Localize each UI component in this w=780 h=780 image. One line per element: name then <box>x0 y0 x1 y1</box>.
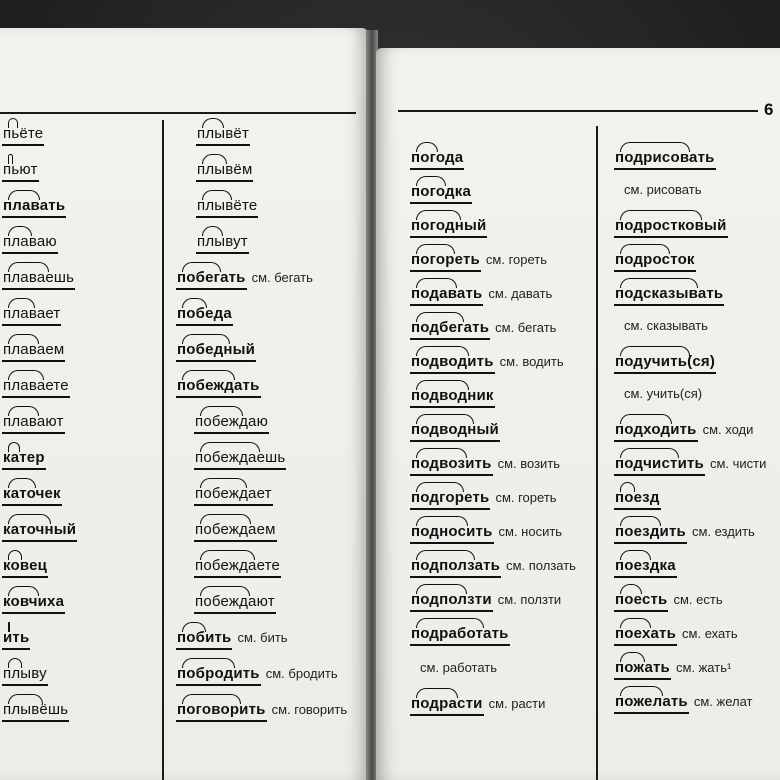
headword: подводить <box>410 352 495 374</box>
dictionary-entry <box>176 700 347 722</box>
dictionary-entry <box>194 484 273 506</box>
headword: побеждаем <box>194 520 277 542</box>
headword: подросток <box>614 250 696 272</box>
headword: подходить <box>614 420 698 442</box>
dictionary-entry <box>2 268 75 290</box>
headword: победа <box>176 304 233 326</box>
cross-reference: см. водить <box>499 354 564 369</box>
dictionary-entry <box>2 484 62 506</box>
dictionary-entry <box>624 386 702 401</box>
cross-reference: см. бродить <box>265 666 338 681</box>
dictionary-entry <box>196 160 253 182</box>
dictionary-entry <box>410 488 557 510</box>
dictionary-entry <box>614 590 723 612</box>
headword: ковчиха <box>2 592 65 614</box>
dictionary-entry <box>2 124 44 146</box>
headword: поездить <box>614 522 687 544</box>
headword: подводник <box>410 386 495 408</box>
headword: поезд <box>614 488 661 510</box>
dictionary-entry <box>2 160 39 182</box>
page-number: 6 <box>764 100 774 119</box>
cross-reference: см. сказывать <box>624 318 708 333</box>
dictionary-entry <box>194 520 277 542</box>
dictionary-entry <box>194 412 269 434</box>
headword: побегать <box>176 268 247 290</box>
dictionary-entry <box>410 590 561 612</box>
dictionary-entry <box>410 522 562 544</box>
headword: плаваю <box>2 232 58 254</box>
dictionary-entry <box>2 304 61 326</box>
headword: подавать <box>410 284 483 306</box>
headword: поехать <box>614 624 677 646</box>
column-rule-left <box>162 120 164 780</box>
dictionary-entry <box>614 522 755 544</box>
dictionary-entry <box>614 352 716 374</box>
dictionary-entry <box>2 448 46 470</box>
headword: подгореть <box>410 488 490 510</box>
cross-reference: см. рисовать <box>624 182 702 197</box>
dictionary-entry <box>410 624 510 646</box>
headword: побеждают <box>194 592 276 614</box>
headword: подработать <box>410 624 510 646</box>
cross-reference: см. ездить <box>691 524 755 539</box>
dictionary-entry <box>410 284 552 306</box>
dictionary-entry <box>2 628 30 650</box>
headword: ить <box>2 628 30 650</box>
cross-reference: см. ходи <box>702 422 754 437</box>
headword: подводный <box>410 420 500 442</box>
cross-reference: см. чисти <box>709 456 767 471</box>
headword: побеждаю <box>194 412 269 434</box>
dictionary-entry <box>194 448 286 470</box>
dictionary-entry <box>410 216 487 238</box>
dictionary-entry <box>2 592 65 614</box>
cross-reference: см. бегать <box>495 320 557 335</box>
headword: побеждать <box>176 376 261 398</box>
dictionary-entry <box>614 250 696 272</box>
cross-reference: см. работать <box>420 660 497 675</box>
dictionary-entry <box>2 340 65 362</box>
cross-reference: см. гореть <box>485 252 548 267</box>
headword: поездка <box>614 556 677 578</box>
headword: плавают <box>2 412 65 434</box>
headword: плаваешь <box>2 268 75 290</box>
dictionary-entry <box>410 694 545 716</box>
headword: плывёт <box>196 124 250 146</box>
headword: подростковый <box>614 216 728 238</box>
headword: плавать <box>2 196 66 218</box>
headword: победный <box>176 340 256 362</box>
headword: подрисовать <box>614 148 716 170</box>
headword: погодка <box>410 182 472 204</box>
dictionary-entry <box>410 556 576 578</box>
dictionary-entry <box>2 556 48 578</box>
dictionary-entry <box>176 664 338 686</box>
headword: подползать <box>410 556 501 578</box>
header-rule-left <box>0 112 356 114</box>
dictionary-entry <box>420 660 497 675</box>
dictionary-entry <box>614 454 766 476</box>
dictionary-entry <box>2 664 48 686</box>
headword: подучить(ся) <box>614 352 716 374</box>
dictionary-entry <box>410 420 500 442</box>
cross-reference: см. желат <box>693 694 753 709</box>
headword: пожелать <box>614 692 689 714</box>
cross-reference: см. ползать <box>506 558 576 573</box>
cross-reference: см. говорить <box>271 702 348 717</box>
headword: каточный <box>2 520 77 542</box>
dictionary-entry <box>624 318 708 333</box>
cross-reference: см. жать¹ <box>675 660 732 675</box>
cross-reference: см. гореть <box>495 490 557 505</box>
headword: подбегать <box>410 318 490 340</box>
cross-reference: см. бить <box>237 630 288 645</box>
headword: побить <box>176 628 232 650</box>
dictionary-entry <box>614 556 677 578</box>
dictionary-entry <box>614 284 724 306</box>
headword: каточек <box>2 484 62 506</box>
dictionary-entry <box>2 520 77 542</box>
dictionary-entry <box>410 454 560 476</box>
dictionary-entry <box>194 556 281 578</box>
dictionary-entry <box>410 386 495 408</box>
cross-reference: см. есть <box>673 592 723 607</box>
dictionary-entry <box>2 376 70 398</box>
headword: побеждаете <box>194 556 281 578</box>
dictionary-entry <box>196 196 258 218</box>
cross-reference: см. расти <box>488 696 546 711</box>
dictionary-entry <box>2 700 69 722</box>
headword: плавает <box>2 304 61 326</box>
dictionary-entry <box>410 250 547 272</box>
headword: поговорить <box>176 700 267 722</box>
cross-reference: см. ползти <box>497 592 562 607</box>
cross-reference: см. ехать <box>682 626 738 641</box>
cross-reference: см. давать <box>488 286 553 301</box>
dictionary-entry <box>410 182 472 204</box>
dictionary-entry <box>176 628 288 650</box>
headword: плаваем <box>2 340 65 362</box>
dictionary-entry <box>196 232 249 254</box>
headword: плывём <box>196 160 253 182</box>
dictionary-entry <box>614 216 728 238</box>
dictionary-entry <box>614 148 716 170</box>
dictionary-entry <box>614 488 661 510</box>
headword: подчистить <box>614 454 705 476</box>
headword: плаваете <box>2 376 70 398</box>
dictionary-entry <box>410 148 464 170</box>
dictionary-entry <box>176 268 313 290</box>
dictionary-entry <box>2 196 66 218</box>
headword: погодный <box>410 216 487 238</box>
cross-reference: см. носить <box>498 524 563 539</box>
headword: пьёте <box>2 124 44 146</box>
dictionary-entry <box>2 232 58 254</box>
cross-reference: см. возить <box>497 456 561 471</box>
cross-reference: см. учить(ся) <box>624 386 703 401</box>
dictionary-entry <box>624 182 701 197</box>
column-rule-right <box>596 126 598 780</box>
headword: подсказывать <box>614 284 724 306</box>
headword: подползти <box>410 590 493 612</box>
headword: побеждает <box>194 484 273 506</box>
headword: погореть <box>410 250 481 272</box>
headword: поесть <box>614 590 668 612</box>
headword: побеждаешь <box>194 448 286 470</box>
headword: побродить <box>176 664 261 686</box>
dictionary-entry <box>614 420 753 442</box>
headword: плывут <box>196 232 249 254</box>
dictionary-entry <box>614 624 738 646</box>
dictionary-entry <box>196 124 250 146</box>
headword: подвозить <box>410 454 493 476</box>
dictionary-entry <box>410 352 564 374</box>
dictionary-entry <box>176 376 261 398</box>
dictionary-entry <box>176 304 233 326</box>
dictionary-entry <box>410 318 556 340</box>
headword: катер <box>2 448 46 470</box>
headword: ковец <box>2 556 48 578</box>
header-rule-right <box>398 110 758 112</box>
headword: пьют <box>2 160 39 182</box>
dictionary-entry <box>614 692 752 714</box>
headword: плывёте <box>196 196 258 218</box>
headword: погода <box>410 148 464 170</box>
dictionary-entry <box>176 340 256 362</box>
right-page <box>376 48 780 780</box>
left-page <box>0 28 368 780</box>
dictionary-entry <box>2 412 65 434</box>
headword: плывёшь <box>2 700 69 722</box>
dictionary-entry <box>194 592 276 614</box>
headword: подрасти <box>410 694 484 716</box>
dictionary-entry <box>614 658 731 680</box>
headword: плыву <box>2 664 48 686</box>
headword: пожать <box>614 658 671 680</box>
headword: подносить <box>410 522 494 544</box>
cross-reference: см. бегать <box>251 270 313 285</box>
